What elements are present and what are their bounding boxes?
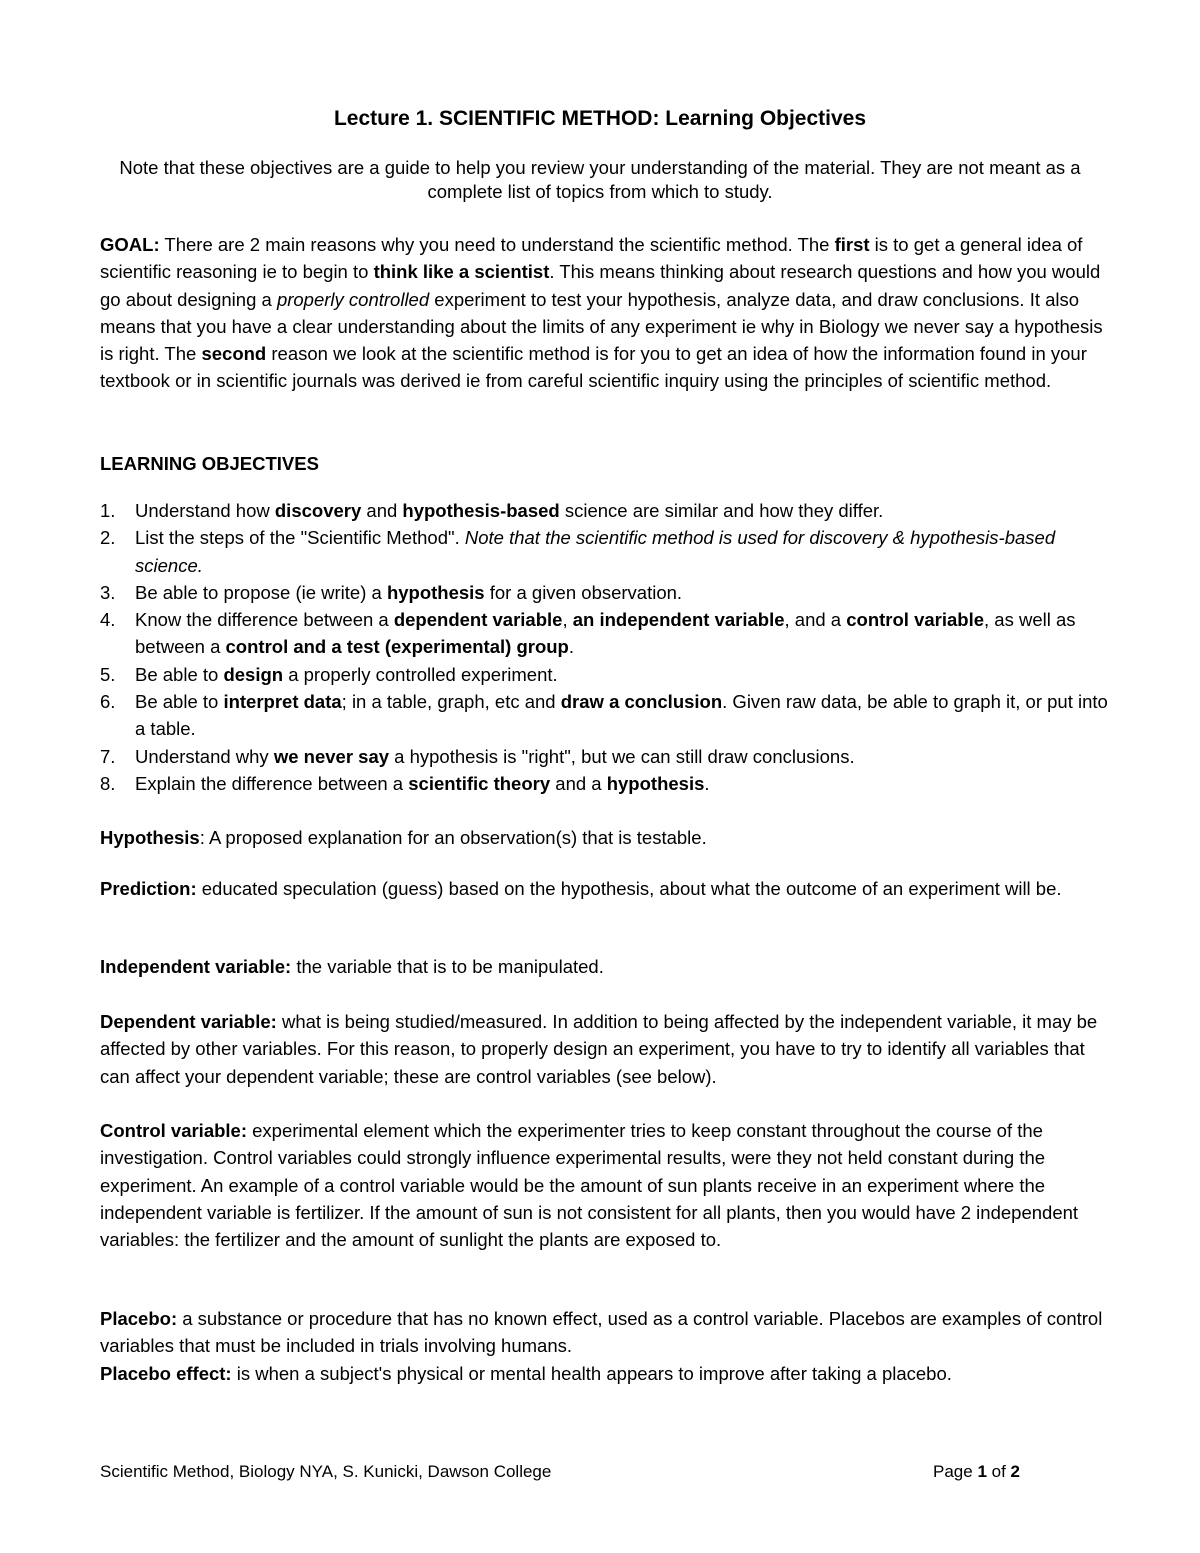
page-title: Lecture 1. SCIENTIFIC METHOD: Learning Objectives [333, 107, 867, 130]
objective-item: 8. Explain the difference between a scientific theory and a hypothesis. [100, 772, 710, 794]
objective-item: 6. Be able to interpret data; in a table, graph, etc and draw a conclusion. Given raw data, be able to graph it, or put into a table. [100, 691, 1108, 740]
footer-course-info: Scientific Method, Biology NYA, S. Kunicki, Dawson College [100, 1462, 552, 1481]
objectives-list [100, 497, 1110, 797]
objectives-heading: LEARNING OBJECTIVES [100, 453, 319, 474]
objective-item: 5. Be able to design a properly controlled experiment. [100, 663, 558, 685]
goal-paragraph: GOAL: There are 2 main reasons why you need to understand the scientific method. The first is to get a general idea of scientific reasoning ie to begin to think like a scientist. This means thinking about research questions and how you would go about designing a properly controlled experiment to test your hypothesis, analyze data, and draw conclusions. It also means that you have a clear understanding about the limits of any experiment ie why in Biology we never say a hypothesis is right. The second reason we look at the scientific method is for you to get an idea of how the information found in your textbook or in scientific journals was derived ie from careful scientific inquiry using the principles of scientific method. [100, 234, 1103, 392]
goal-label: GOAL: [100, 234, 160, 255]
placebo-effect-term: Placebo effect: [100, 1362, 232, 1384]
objective-item: 3. Be able to propose (ie write) a hypothesis for a given observation. [100, 581, 683, 603]
definition-placebo: Placebo: a substance or procedure that has no known effect, used as a control variable. Placebos are examples of control variables that must be included in trials involving humans. Placebo effect: is when a subject's physical or mental health appears to improve after taking a placebo. [100, 1308, 1103, 1384]
intro-note: Note that these objectives are a guide to help you review your understanding of the material. They are not meant as a complete list of topics from which to study. [119, 157, 1081, 202]
definition-dependent-variable: Dependent variable: what is being studied/measured. In addition to being affected by the independent variable, it may be affected by other variables. For this reason, to properly design an experiment, you have to try to identify all variables that can affect your dependent variable; these are control variables (see below). [100, 1011, 1098, 1087]
page-footer [100, 1461, 1020, 1483]
objective-item: 7. Understand why we never say a hypothesis is "right", but we can still draw conclusions. [100, 745, 855, 767]
objective-item: 4. Know the difference between a dependent variable, an independent variable, and a control variable, as well as between a control and a test (experimental) group. [100, 609, 1076, 658]
definition-prediction: Prediction: educated speculation (guess) based on the hypothesis, about what the outcome of an experiment will be. [100, 878, 1062, 899]
objective-item: 1. Understand how discovery and hypothesis-based science are similar and how they differ. [100, 500, 884, 521]
page-number: Page 1 of 2 [933, 1462, 1020, 1481]
definition-hypothesis: Hypothesis: A proposed explanation for an observation(s) that is testable. [100, 827, 707, 848]
objective-item: 2. List the steps of the "Scientific Method". Note that the scientific method is used for discovery & hypothesis-based science. [100, 527, 1056, 576]
definition-independent-variable: Independent variable: the variable that is to be manipulated. [100, 956, 604, 977]
definition-control-variable: Control variable: experimental element which the experimenter tries to keep constant throughout the course of the investigation. Control variables could strongly influence experimental results, were they not held constant during the experiment. An example of a control variable would be the amount of sun plants receive in an experiment where the independent variable is fertilizer. If the amount of sun is not consistent for all plants, then you would have 2 independent variables: the fertilizer and the amount of sunlight the plants are exposed to. [100, 1120, 1079, 1251]
